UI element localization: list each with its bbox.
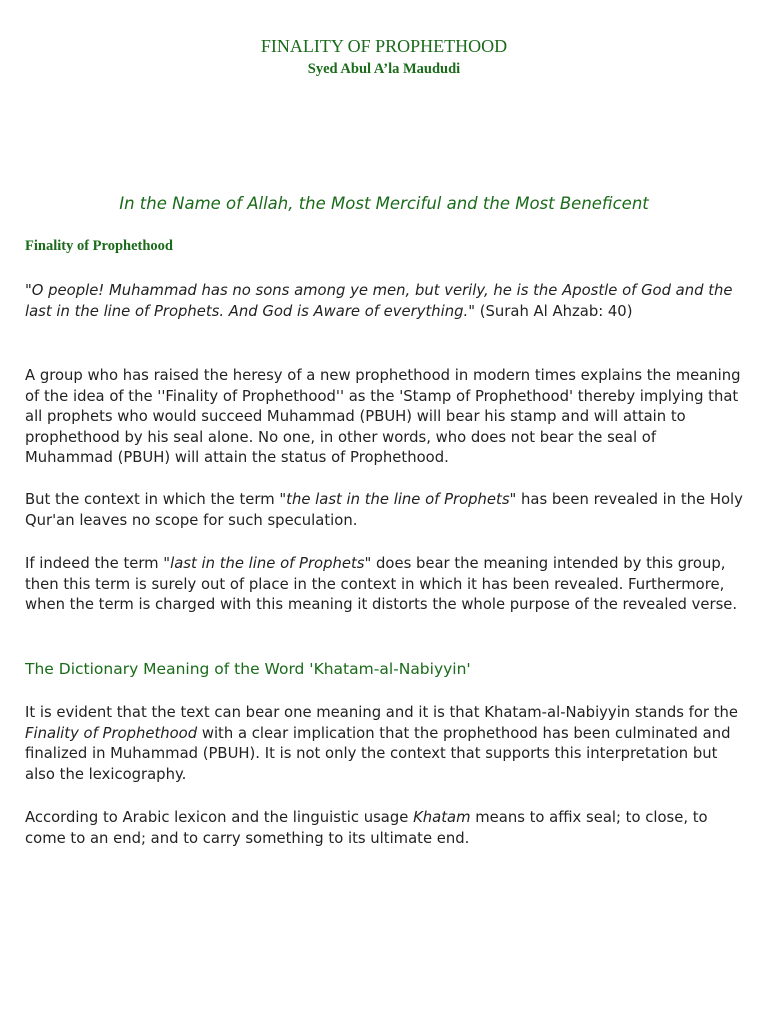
verse-reference: (Surah Al Ahzab: 40)	[475, 302, 633, 320]
quran-verse-text: "O people! Muhammad has no sons among ye men, but verily, he is the Apostle of God and the last in the line of Prophets. And God is Aware of everything."	[25, 282, 733, 320]
paragraph-text: does bear the meaning intended by this group, then this term is surely out of place in the context in which it has been revealed. Furthermore, when the term is charged with this meaning it distorts the whole purpose of the revealed verse.	[25, 555, 738, 613]
paragraph-italic-term: "last in the line of Prophets"	[163, 555, 372, 572]
paragraph-text: It is evident that the text can bear one meaning and it is that Khatam-al-Nabiyyin stands for the	[25, 704, 738, 721]
document-author: Syed Abul A’la Maududi	[307, 61, 461, 77]
paragraph-text: According to Arabic lexicon and the linguistic usage	[25, 809, 414, 826]
paragraph-text: But the context in which the term	[25, 491, 280, 508]
paragraph-text: with a clear implication that the prophethood has been culminated and finalized in Muhammad (PBUH). It is not only the context that supports this interpretation but also the lexicography.	[25, 724, 731, 783]
paragraph-text: has been revealed in the Holy Qur'an leaves no scope for such speculation.	[25, 491, 743, 529]
bismillah-heading: In the Name of Allah, the Most Merciful and the Most Beneficent	[119, 194, 649, 213]
paragraph-italic-term: Finality of Prophethood	[25, 724, 198, 742]
section-heading-finality: Finality of Prophethood	[25, 238, 173, 254]
paragraph-italic-term: Khatam	[413, 809, 471, 826]
paragraph-evident	[25, 703, 743, 785]
paragraph-italic-term: "the last in the line of Prophets"	[279, 491, 517, 508]
document-title: FINALITY OF PROPHETHOOD	[260, 36, 508, 56]
section-heading-dictionary: The Dictionary Meaning of the Word 'Khatam-al-Nabiyyin'	[25, 660, 471, 678]
quran-quote-paragraph	[25, 281, 743, 322]
paragraph-meaning	[25, 554, 743, 616]
paragraph-lexicon	[25, 808, 743, 849]
paragraph-heresy: A group who has raised the heresy of a new prophethood in modern times explains the meaning of the idea of the ''Finality of Prophethood'' as the 'Stamp of Prophethood' thereby implying that all prophets who would succeed Muhammad (PBUH) will bear his stamp and will attain to prophethood by his seal alone. No one, in other words, who does not bear the seal of Muhammad (PBUH) will attain the status of Prophethood.	[25, 367, 741, 466]
paragraph-text: means to affix seal; to close, to come to an end; and to carry something to its ultimate end.	[25, 809, 708, 847]
paragraph-context	[25, 490, 743, 531]
paragraph-text: If indeed the term	[25, 555, 164, 572]
